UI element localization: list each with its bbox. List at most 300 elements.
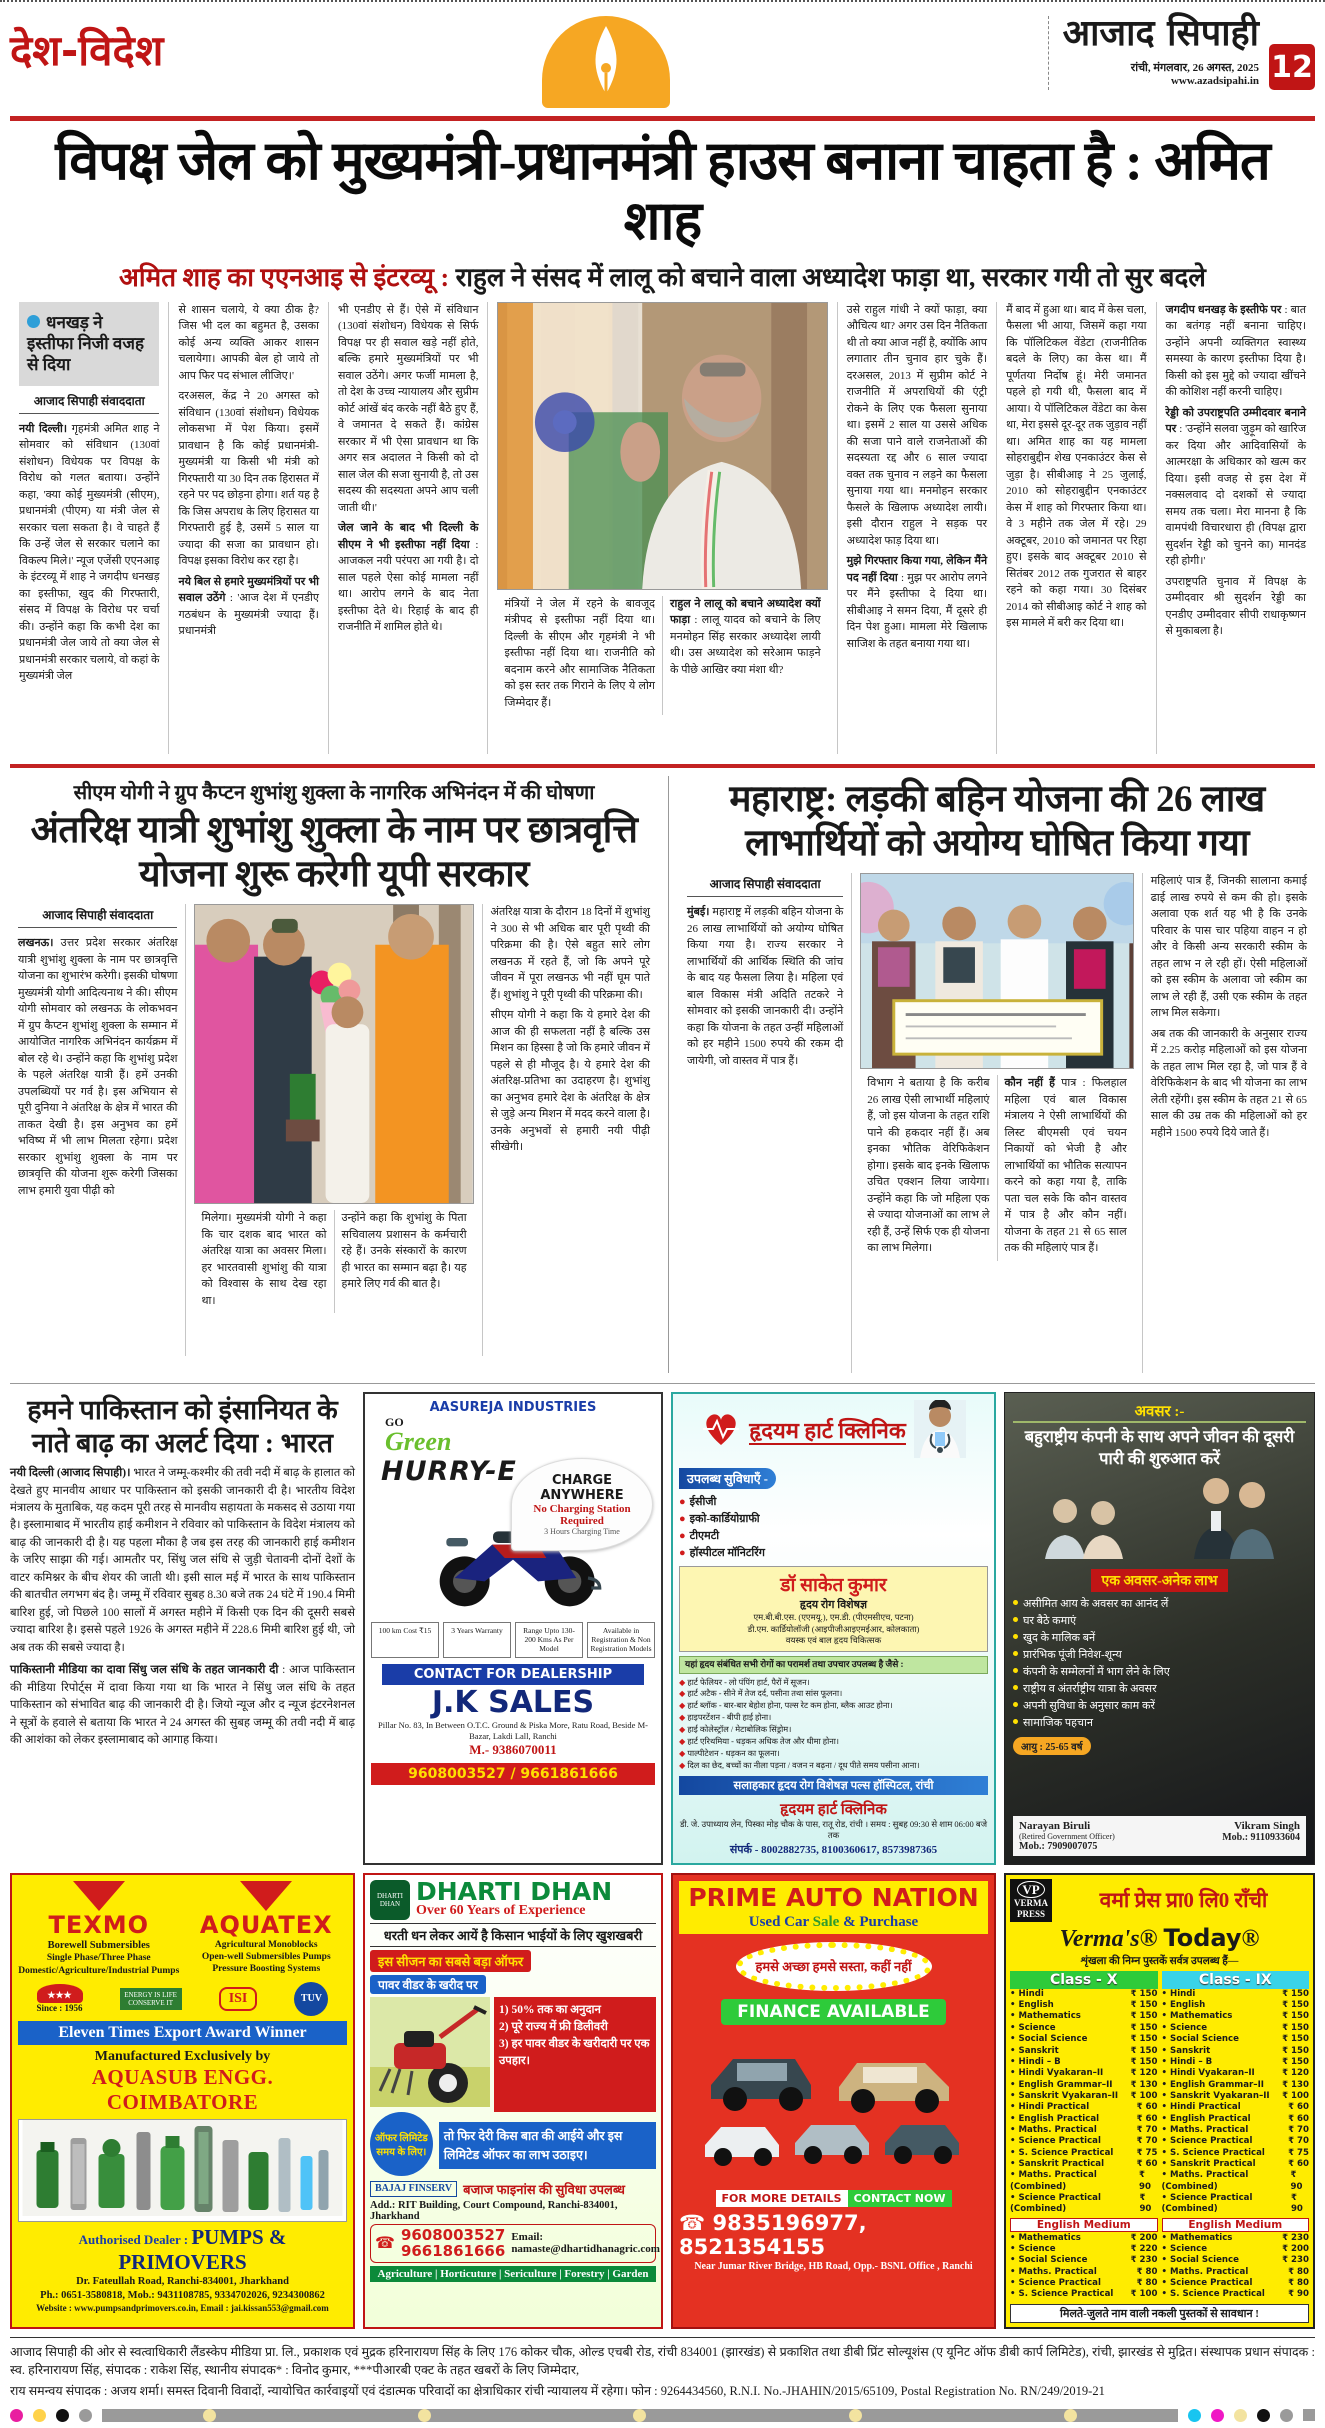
imprint-footer	[10, 2337, 1315, 2401]
column-text	[687, 904, 843, 1069]
article-column	[328, 302, 487, 754]
paragraph: नये बिल से हमारे मुख्यमंत्रियों पर भी सवाल उठेंगे : 'आज देश में एनडीए गठबंधन के मुख्यमंत्री ज्यादा हैं। प्रधानमंत्री	[178, 575, 319, 638]
ladki-bahin-cheque-photo	[860, 873, 1133, 1069]
story-columns	[10, 904, 658, 1356]
class-ix-book-list	[1162, 1989, 1310, 2216]
registration-bar	[102, 2409, 1178, 2422]
book-row: • Hindi ₹ 150	[1010, 1989, 1158, 2000]
book-row: • Hindi – B ₹ 150	[1010, 2057, 1158, 2068]
career-contacts	[1013, 1816, 1306, 1856]
season-offer-flag: इस सीजन का सबसे बड़ा ऑफर	[370, 1950, 531, 1972]
story-body	[10, 1465, 355, 1750]
website-url: www.azadsipahi.in	[1170, 75, 1259, 87]
book-row: • Mathematics ₹ 150	[1010, 2011, 1158, 2022]
clinic-name-footer: हृदयम हार्ट क्लिनिक	[780, 1801, 887, 1818]
class-x-book-list	[1010, 1989, 1158, 2216]
book-row: • Science Practical (Combined) ₹ 90	[1162, 2193, 1310, 2216]
book-row: • Sanskrit Vyakaran–II ₹ 100	[1162, 2091, 1310, 2102]
bullet-icon	[1013, 1719, 1018, 1724]
paragraph: कौन नहीं हैं पात्र : फिलहाल महिला एवं बाल विकास मंत्रालय ने ऐसी लाभार्थियों की लिस्ट बीएमसी एवं चयन निकायों को भेजी है और लाभार्थियों का भौतिक सत्यापन करने को कहा गया है, ताकि पता चल सके कि कौन वास्तव में पात्र है और कौन नहीं। योजना के तहत 21 से 65 साल तक की महिलाएं पात्र हैं।	[1004, 1077, 1127, 1255]
prime-phones: ☎ 9835196977, 8521354155	[679, 2211, 867, 2260]
paragraph: दरअसल, केंद्र ने 20 अगस्त को संविधान (130वां संशोधन) विधेयक लोकसभा में पेश किया। इसमें प्रावधान है कि कोई प्रधानमंत्री-मुख्यमंत्री या किसी भी मंत्री को गिरफ्तारी या 30 दिन तक हिरासत में रहने पर पद छोड़ना होगा। शर्त यह है कि जिस अपराध के लिए हिरासत या गिरफ्तारी हुई है, उसमें 5 साल या ज्यादा की सजा का प्रावधान हो। विपक्ष इसका विरोध कर रहा है।	[178, 390, 319, 568]
contact-now-label: CONTACT NOW	[848, 2190, 952, 2207]
dharti-dhan-name: DHARTI DHAN	[416, 1876, 613, 1906]
contact-mobile: Mob.: 7909007075	[1019, 1840, 1098, 1852]
facility-item: ● इको-कार्डियोग्राफी	[679, 1513, 760, 1526]
pumps-image	[18, 2119, 347, 2222]
paragraph: भी एनडीए से हैं। ऐसे में संविधान (130वां संशोधन) विधेयक से सिर्फ विपक्ष पर ही सवाल खड़े नहीं होते, बल्कि हमारे मुख्यमंत्रियों पर भी सवाल उठेंगे। अगर फर्जी मामला है, तो देश के उच्च न्यायालय और सुप्रीम कोर्ट आंखें बंद करके नहीं बैठे हुए हैं, वे जमानत दे सकते हैं। कांग्रेस सरकार में भी ऐसा प्रावधान था कि अगर सत्र अदालत ने किसी को दो साल जेल की सजा सुनायी है, तो उस सदस्य की सदस्यता अपने आप चली जाती थी।'	[337, 303, 479, 514]
texmo-line: Domestic/Agriculture/Industrial Pumps	[18, 1965, 180, 1976]
paragraph: अंतरिक्ष यात्रा के दौरान 18 दिनों में शुभांशु ने 300 से भी अधिक बार पूरी पृथ्वी की परिक्रमा की है। ऐसे बहुत सारे लोग लखनऊ में रहते हैं, जो कि अपने पूरे जीवन में पूरा लखनऊ भी नहीं घूम पाते हैं। शुभांशु ने पूरी पृथ्वी की परिक्रमा की।	[490, 906, 651, 1001]
book-row: • Hindi Practical ₹ 60	[1162, 2102, 1310, 2113]
color-mark	[203, 2409, 216, 2422]
series-subtitle: शृंखला की निम्न पुस्तकें सर्वत्र उपलब्ध हैं—	[1080, 1955, 1239, 1967]
book-row: • Sanskrit Vyakaran–II ₹ 100	[1010, 2091, 1158, 2102]
contact-name: Vikram Singh	[1234, 1819, 1300, 1832]
jk-sales-address: Pillar No. 83, In Between O.T.C. Ground & Piska More, Ratu Road, Beside M-Bazar, Lakdi Lall, Ranchi	[378, 1719, 648, 1741]
more-details-label: FOR MORE DETAILS	[716, 2190, 848, 2207]
paragraph: विभाग ने बताया है कि करीब 26 लाख ऐसी लाभार्थी महिलाएं हैं, जो इस योजना के तहत राशि पाने की हकदार नहीं हैं। अब इनका भौतिक वेरिफिकेशन होगा। इसके बाद इनके खिलाफ उचित एक्शन लिया जायेगा। उन्होंने कहा कि जो महिला एक से ज्यादा योजनाओं का लाभ ले रही हैं, उन्हें सिर्फ एक ही योजना का लाभ मिलेगा।	[867, 1077, 990, 1255]
article-column	[996, 302, 1155, 754]
under-photo-col	[334, 1210, 474, 1313]
experience-line: Over 60 Years of Experience	[416, 1903, 586, 1919]
column-text	[18, 935, 177, 1199]
bullet-icon	[1013, 1634, 1018, 1639]
book-row: • Science ₹ 150	[1010, 2023, 1158, 2034]
under-photo-col	[194, 1210, 333, 1313]
color-mark	[1188, 2409, 1201, 2422]
age-badge: आयु : 25-65 वर्ष	[1013, 1737, 1091, 1755]
career-opportunity-ad	[1004, 1392, 1315, 1864]
power-weeder-image	[370, 1997, 490, 2112]
book-row: • Maths. Practical ₹ 80	[1162, 2267, 1310, 2278]
benefit-item: राष्ट्रीय व अंतर्राष्ट्रीय यात्रा के अवसर	[1013, 1681, 1306, 1698]
charge-sub: No Charging Station Required	[533, 1503, 631, 1528]
color-mark	[633, 2409, 646, 2422]
column-text	[19, 421, 159, 685]
book-row: • Maths. Practical (Combined) ₹ 90	[1162, 2170, 1310, 2193]
paragraph: मुझे गिरफ्तार किया गया, लेकिन मैंने पद नहीं दिया : मुझ पर आरोप लगने पर मैंने इस्तीफा दे दिया था। सीबीआइ ने समन दिया, मैं दूसरे ही दिन पेश हुआ। मामला मेरे खिलाफ साजिश के तहत बनाया गया था।	[846, 555, 988, 650]
award-band: Eleven Times Export Award Winner	[18, 2021, 347, 2045]
english-medium-header: English Medium	[1010, 2218, 1158, 2232]
book-row: • S. Science Practical ₹ 90	[1162, 2289, 1310, 2300]
story-columns	[679, 873, 1315, 1373]
byline: आजाद सिपाही संवाददाता	[18, 906, 177, 928]
paragraph: मैं बाद में हुआ था। बाद में केस चला, फैसला भी आया, जिसमें कहा गया कि पॉलिटिकल वेंडेटा (राजनीतिक बदले के लिए) का केस था। मैं पूर्णतया निर्दोष हूं। मेरी जमानत पहले हो गयी थी, फैसला बाद में आया। ये पॉलिटिकल वेंडेटा का केस था, मेरा इससे दूर-दूर तक जुड़ाव नहीं था। अमित शाह का यह मामला सोहराबुद्दीन शेख एनकाउंटर केस से जुड़ा है। सीबीआइ ने 25 जुलाई, 2010 को सोहराबुद्दीन एनकाउंटर केस में शाह को गिरफ्तार किया था। वे 3 महीने तक जेल में रहे। 29 अक्टूबर, 2010 को जमानत पर रिहा हुए। इसके बाद अक्टूबर 2010 से सितंबर 2012 तक गुजरात से बाहर रहने को कहा गया। 30 दिसंबर 2014 को सीबीआइ कोर्ट ने शाह को इस मामले में बरी कर दिया था।	[1006, 303, 1147, 630]
masthead-logo	[542, 16, 670, 108]
book-row: • Mathematics ₹ 200	[1010, 2233, 1158, 2244]
class-x-column	[1010, 1971, 1158, 2301]
paragraph: मुंबई। महाराष्ट्र में लड़की बहिन योजना के 26 लाख लाभार्थियों को अयोग्य घोषित किया गया है। राज्य सरकार ने लाभार्थियों की आर्थिक स्थिति की जांच के बाद यह फैसला लिया है। महिला एवं बाल विकास मंत्री अदिति तटकरे ने सोमवार को इसकी जानकारी दी। उन्होंने कहा कि योजना के तहत उन्हीं महिलाओं को हर महीने 1500 रुपये की रकम दी जायेगी, जो वास्तव में पात्र हैं।	[687, 906, 844, 1067]
story-headline: अंतरिक्ष यात्री शुभांशु शुक्ला के नाम पर छात्रवृत्ति योजना शुरू करेगी यूपी सरकार	[30, 809, 638, 895]
dealer-label: Authorised Dealer :	[78, 2231, 189, 2247]
doctor-degree: वयस्क एवं बाल हृदय चिकित्सक	[785, 1635, 882, 1646]
middle-band	[10, 764, 1315, 1373]
book-row: • Social Science ₹ 150	[1162, 2034, 1310, 2045]
condition-item: ◆ पाल्पीटेशन - धड़कन का फूलना।	[679, 1748, 780, 1758]
book-row: • English ₹ 150	[1162, 2000, 1310, 2011]
facility-item: ● टीएमटी	[679, 1530, 720, 1543]
yogi-story	[10, 776, 669, 1373]
under-photo-text	[194, 1210, 473, 1313]
charge-anywhere-badge	[511, 1458, 653, 1551]
lead-subhead-text: राहुल ने संसद में लालू को बचाने वाला अध्यादेश फाड़ा था, सरकार गयी तो सुर बदले	[455, 262, 1206, 292]
charge-time: 3 Hours Charging Time	[544, 1527, 620, 1537]
doctor-name: डॉ साकेत कुमार	[780, 1575, 887, 1597]
english-medium-header: English Medium	[1162, 2218, 1310, 2232]
book-row: • Hindi Vyakaran–II ₹ 120	[1162, 2068, 1310, 2079]
paragraph: मंत्रियों ने जेल में रहने के बावजूद मंत्रीपद से इस्तीफा नहीं दिया था। दिल्ली के सीएम और गृहमंत्री ने भी इस्तीफा नहीं दिया था। राजनीति को बदनाम करने और सामाजिक नैतिकता को इस स्तर तक गिराने के लिए ये लोग जिम्मेदार हैं।	[504, 597, 656, 709]
article-column	[168, 302, 327, 754]
offer-item: 1) 50% तक का अनुदान	[499, 2003, 601, 2016]
clinic-address: डी. जे. उपाध्याय लेन, पिस्का मोड़ चौक के पास, रातू रोड, रांची । समय : सुबह 09:30 से शाम 06:00 बजे तक	[679, 1818, 988, 1841]
dealer-phones: Ph.: 0651-3580818, Mob.: 9431108785, 9334702026, 9234300862	[40, 2290, 325, 2302]
offers-box	[494, 1997, 656, 2112]
bullet-icon	[1013, 1651, 1018, 1656]
dharti-dhan-logo: DHARTI DHAN	[370, 1880, 410, 1920]
book-row: • S. Science Practical ₹ 75	[1010, 2148, 1158, 2159]
benefit-item: खुद के मालिक बनें	[1013, 1630, 1306, 1647]
go-label: GO	[385, 1415, 404, 1430]
paragraph: मिलेगा। मुख्यमंत्री योगी ने कहा कि चार दशक बाद भारत को अंतरिक्ष यात्रा का अवसर मिला। हर भारतवासी शुभांशु की यात्रा को विश्वास के साथ देख रहा था।	[201, 1212, 327, 1307]
page-number: 12	[1269, 44, 1315, 90]
book-row: • S. Science Practical ₹ 75	[1162, 2148, 1310, 2159]
contact-role: (Retired Government Officer)	[1019, 1831, 1115, 1841]
book-row: • English Grammar–II ₹ 130	[1162, 2080, 1310, 2091]
story-kicker: सीएम योगी ने ग्रुप कैप्टन शुभांशु शुक्ला के नागरिक अभिनंदन में की घोषणा	[73, 781, 595, 804]
article-column	[10, 302, 168, 754]
paragraph: उन्होंने कहा कि शुभांशु के पिता सचिवालय प्रशासन के कर्मचारी रहे हैं। उनके संस्कारों के कारण ही भारत का सम्मान बढ़ा है। यह हमारे लिए गर्व की बात है।	[341, 1212, 467, 1291]
lead-subhead-kicker: अमित शाह का एएनआइ से इंटरव्यू :	[119, 262, 450, 292]
benefit-item: घर बैठे कमाएं	[1013, 1613, 1306, 1630]
jk-sales-phones: 9608003527 / 9661861666	[371, 1763, 655, 1785]
avsar-label: अवसर :-	[1134, 1404, 1185, 1421]
under-photo-text	[860, 1075, 1133, 1261]
doctor-photo	[914, 1400, 966, 1463]
story-headline: महाराष्ट्र: लड़की बहिन योजना की 26 लाख लाभार्थियों को अयोग्य घोषित किया गया	[729, 778, 1265, 864]
paragraph: जेल जाने के बाद भी दिल्ली के सीएम ने भी इस्तीफा नहीं दिया : आजकल नयी परंपरा आ गयी है। दो साल पहले ऐसा कोई मामला नहीं था। आरोप लगने के बाद नेता इस्तीफा देते थे। रिहाई के बाद ही राजनीति में शामिल होते थे।	[337, 522, 479, 634]
imprint-line: राय समन्वय संपादक : अजय शर्मा। समस्त दिवानी विवादों, न्यायोचित कार्रवाइयों एवं दंडात्मक परिवादों का क्षेत्राधिकार रांची न्यायालय में रहेगा। फोन : 9264434560, R.N.I. No.-JHAHIN/2015/65109, Postal Registration No. RN/249/2019-21	[10, 2384, 1105, 2399]
highlight-box-text: धनखड़ ने इस्तीफा निजी वजह से दिया	[27, 312, 145, 375]
under-photo-col	[860, 1075, 996, 1261]
paragraph: जगदीप धनखड़ के इस्तीफे पर : बात का बतंगड़ नहीं बनाना चाहिए। उन्होंने अपनी व्यक्तिगत स्वास्थ्य समस्या के कारण इस्तीफा दिया है। किसी को इस मुद्दे को ज्यादा खींचने की कोशिश नहीं करनी चाहिए।	[1165, 303, 1307, 399]
book-row: • Science Practical ₹ 70	[1010, 2136, 1158, 2147]
phone-icon: ☎	[375, 2235, 395, 2253]
section-label: देश-विदेश	[10, 26, 164, 75]
dharti-dhan-ad	[363, 1873, 663, 2329]
paragraph: उसे राहुल गांधी ने क्यों फाड़ा, क्या औचित्य था? अगर उस दिन नैतिकता थी तो क्या आज नहीं है, क्योंकि आप लगातार तीन चुनाव हार चुके हैं। दरअसल, 2013 में सुप्रीम कोर्ट ने राजनीति में अपराधियों की एंट्री रोकने के लिए एक फैसला सुनाया था। इसमें 2 साल या उससे अधिक की सजा पाने वाले राजनेताओं की सदस्यता रद्द और 6 साल ज्यादा वक्त तक चुनाव न लड़ने का फैसला सुनाया गया था। मनमोहन सरकार फैसले के खिलाफ अध्यादेश लायी। इसी दौरान राहुल ने सड़क पर अध्यादेश फाड़ दिया था।	[846, 303, 988, 547]
mfg-line: Manufactured Exclusively by	[94, 2048, 271, 2064]
story-column	[1142, 873, 1315, 1373]
imprint-line: आजाद सिपाही की ओर से स्वत्वाधिकारी लैंडस्केप मीडिया प्रा. लि., प्रकाशक एवं मुद्रक हरिनारायण सिंह के लिए 176 कोकर चौक, ओल्ड एचबी रोड, रांची 834001 (झारखंड) से प्रकाशित तथा डीबी प्रिंट सोल्यूशंस (ए यूनिट ऑफ डीबी कार्प लिमिटेड), रांची, झारखंड से मुद्रित। संस्थापक प्रधान संपादक : स्व. हरिनारायण सिंह, संपादक : राकेश सिंह, स्थानीय संपादक* : विनोद कुमार, ***पीआरबी एक्ट के तहत खबरों के लिए जिम्मेदार,	[10, 2344, 1315, 2378]
offer-item: 2) पूरे राज्य में फ्री डिलीवरी	[499, 2020, 608, 2033]
bullet-icon	[1013, 1668, 1018, 1673]
bullet-icon	[1013, 1617, 1018, 1622]
book-row: • Social Science ₹ 230	[1010, 2255, 1158, 2266]
aquatex-block	[186, 1881, 348, 1977]
facility-list	[679, 1494, 988, 1562]
color-mark	[1257, 2409, 1270, 2422]
color-mark	[1234, 2409, 1247, 2422]
class-x-header: Class - X	[1010, 1971, 1158, 1989]
header-rule	[10, 116, 1315, 121]
lead-subhead	[10, 258, 1315, 294]
article-photo-column	[487, 302, 836, 754]
aquatex-logo-icon	[240, 1881, 292, 1911]
lead-article-columns	[10, 302, 1315, 754]
color-mark	[1211, 2409, 1224, 2422]
book-row: • Maths. Practical (Combined) ₹ 90	[1010, 2170, 1158, 2193]
book-row: • English Practical ₹ 60	[1010, 2114, 1158, 2125]
hurry-e-bike-ad	[363, 1392, 663, 1864]
dharti-email: namaste@dhartidhanagric.com	[511, 2243, 660, 2256]
contact-person	[1019, 1820, 1115, 1852]
bullet-icon	[1013, 1702, 1018, 1707]
color-mark	[1280, 2409, 1293, 2422]
kisan-line: धरती धन लेकर आयें है किसान भाईयों के लिए खुशखबरी	[370, 1923, 656, 1947]
paragraph: अब तक की जानकारी के अनुसार राज्य में 2.25 करोड़ महिलाओं को इस योजना के तहत लाभ मिल रहा है, जो पात्र हैं वे वेरिफिकेशन के बाद भी योजना का लाभ लेती रहेंगी। इस स्कीम के तहत 21 से 65 साल की उम्र तक की महिलाओं को हर महीने 1500 रुपये दिये जाते हैं।	[1150, 1027, 1307, 1139]
dharti-phone: 9661861666	[400, 2242, 506, 2261]
paragraph: सीएम योगी ने कहा कि ये हमारे देश की आज की ही सफलता नहीं है बल्कि उस मिशन का हिस्सा है जो कि हमारे जीवन में पहले से ही मौजूद है। ये हमारे देश की अंतरिक्ष-प्रतिभा का उदाहरण है। शुभांशु का अनुभव हमारे देश के अंतरिक्ष के क्षेत्र से जुड़े अन्य मिशन में मदद करने वाला है। उनके अनुभवों से हमारी नयी पीढ़ी सीखेगी।	[490, 1009, 651, 1154]
print-registration-marks	[10, 2409, 1315, 2422]
book-row: • Hindi ₹ 150	[1162, 1989, 1310, 2000]
verma-press-ad	[1004, 1873, 1315, 2329]
paragraph: रेड्डी को उपराष्ट्रपति उम्मीदवार बनाने पर : 'उन्होंने सलवा जुड़ूम को खारिज कर दिया और आदिवासियों के आत्मरक्षा के अधिकार को खत्म कर दिया। इसी वजह से इस देश में नक्सलवाद दो दशकों से ज्यादा समय तक चला। मेरा मानना है कि वामपंथी विचारधारा ही (विपक्ष द्वारा सुदर्शन रेड्डी को चुनने का) मानदंड रही होगी।'	[1165, 406, 1307, 568]
dealer-address: Dr. Fateullah Road, Ranchi-834001, Jharkhand	[76, 2275, 289, 2287]
clinic-contact: संपर्क - 8002882735, 8100360617, 8573987365	[729, 1843, 938, 1856]
jk-sales-mobile: M.- 9386070011	[469, 1741, 557, 1757]
texmo-line: Borewell Submersibles	[47, 1939, 150, 1951]
book-row: • Sanskrit ₹ 150	[1162, 2046, 1310, 2057]
vermas-today-brand: Verma's® Today®	[1059, 1923, 1260, 1952]
book-row: • Social Science ₹ 150	[1010, 2034, 1158, 2045]
pakistan-story	[10, 1392, 355, 1864]
book-row: • Sanskrit ₹ 150	[1010, 2046, 1158, 2057]
tagline-burst: हमसे अच्छा हमसे सस्ता, कहीं नहीं	[736, 1942, 932, 1992]
paragraph: नयी दिल्ली। गृहमंत्री अमित शाह ने सोमवार को संविधान (130वां संशोधन) विधेयक पर विपक्ष के विरोध को गलत बताया। उन्होंने कहा, 'क्या कोई मुख्यमंत्री (सीएम), प्रधानमंत्री (पीएम) या मंत्री जेल से सरकार चला सकता है। वे चाहते हैं कि उन्हें जेल से सरकार चलाने का विकल्प मिले।' न्यूज एजेंसी एएनआइ के इंटरव्यू में शाह ने जगदीप धनखड़ का इस्तीफा, खुद की गिरफ्तारी, संसद में विपक्ष के विरोध पर चर्चा की। उन्होंने कहा कि कभी देश का प्रधानमंत्री जेल जाये तो क्या जेल से प्रधानमंत्री सरकार चलाये, वो कहां के मुख्यमंत्री जेल	[19, 422, 160, 683]
email-label: Email:	[511, 2231, 544, 2244]
contact-name: Narayan Biruli	[1019, 1819, 1091, 1832]
book-row: • Mathematics ₹ 230	[1162, 2233, 1310, 2244]
condition-item: ◆ हार्ट फेलियर - लो पंपिंग हार्ट, पैरों में सूजन।	[679, 1677, 810, 1687]
condition-item: ◆ हाइपरटेंशन - बीपी हाई होना।	[679, 1713, 772, 1723]
career-headline: बहुराष्ट्रीय कंपनी के साथ अपने जीवन की दूसरी पारी की शुरुआत करें	[1013, 1421, 1306, 1469]
facilities-band: उपलब्ध सुविधाएँ -	[679, 1468, 776, 1489]
facility-item: ● ईसीजी	[679, 1496, 717, 1509]
article-column	[1156, 302, 1315, 754]
contact-mobile: Mob.: 9110933604	[1222, 1831, 1300, 1843]
book-row: • S. Science Practical ₹ 100	[1010, 2289, 1158, 2300]
prime-auto-ad	[671, 1873, 996, 2329]
class-ix-em-list	[1162, 2233, 1310, 2301]
condition-item: ◆ हार्ट ब्लॉक - बार-बार बेहोश होना, पल्स रेट कम होना, ब्लैक आउट होना।	[679, 1701, 893, 1711]
heart-ecg-icon	[701, 1411, 741, 1452]
texmo-block	[18, 1881, 180, 1977]
bike-model-name: HURRY-E	[381, 1455, 517, 1487]
book-row: • English Practical ₹ 60	[1162, 2114, 1310, 2125]
doctor-degree: डी.एम. कार्डियोलॉजी (आइपीजीआइएमईआर, कोलकाता)	[747, 1623, 920, 1634]
book-row: • Science Practical (Combined) ₹ 90	[1010, 2193, 1158, 2216]
bike-feature-chips	[371, 1622, 655, 1658]
paper-name: आजाद सिपाही	[1062, 13, 1259, 54]
condition-item: ◆ हाई कोलेस्ट्रॉल / मेटाबोलिक सिंड्रोम।	[679, 1725, 792, 1735]
masthead	[1048, 13, 1315, 90]
clinic-title: हृदयम हार्ट क्लिनिक	[749, 1418, 906, 1445]
color-mark	[849, 2409, 862, 2422]
under-photo-col	[997, 1075, 1134, 1261]
feature-chip: Range Upto 130-200 Kms As Per Model	[515, 1622, 583, 1658]
highlight-box	[19, 302, 159, 386]
energy-badge: ENERGY IS LIFE CONSERVE IT	[120, 1988, 182, 2011]
maharashtra-story	[669, 776, 1315, 1373]
since-label: Since : 1956	[36, 2003, 83, 2014]
story-headline: हमने पाकिस्तान को इंसानियत के नाते बाढ़ का अलर्ट दिया : भारत	[27, 1395, 338, 1458]
benefits-list	[1013, 1596, 1306, 1732]
feature-chip: Available in Registration & Non Registration Models	[587, 1622, 655, 1658]
story-column	[679, 873, 851, 1373]
color-mark	[33, 2409, 46, 2422]
heart-clinic-ad	[671, 1392, 996, 1864]
book-row: • Science ₹ 220	[1010, 2244, 1158, 2255]
press-name: वर्मा प्रेस प्रा0 लि0 राँची	[1099, 1888, 1268, 1913]
tuv-mark: TUV	[294, 1982, 328, 2016]
dharti-address: Add.: RIT Building, Court Compound, Ranchi-834001, Jharkhand	[370, 2199, 618, 2222]
consultant-band: सलाहकार हृदय रोग विशेषज्ञ पल्स हॉस्पिटल, रांची	[679, 1776, 988, 1795]
paragraph: राहुल ने लालू को बचाने अध्यादेश क्यों फाड़ा : लालू यादव को बचाने के लिए मनमोहन सिंह सरकार अध्यादेश लायी थी। उस अध्यादेश को सरेआम फाड़ने के पीछे आखिर क्या मंशा थी?	[670, 597, 821, 676]
used-cars-image	[699, 2029, 969, 2184]
color-mark	[418, 2409, 431, 2422]
story-photo-column	[185, 904, 481, 1356]
story-column	[482, 904, 658, 1356]
aquatex-line: Pressure Boosting Systems	[212, 1964, 321, 1975]
cta-box: तो फिर देरी किस बात की आईये और इस लिमिटेड ऑफर का लाभ उठाइए।	[439, 2122, 656, 2168]
verma-press-logo: VP VERMA PRESS	[1010, 1879, 1052, 1922]
texmo-logo-icon	[73, 1881, 125, 1911]
condition-item: ◆ दिल का छेद, बच्चों का नीला पड़ना / वजन न बढ़ना / दूध पीते समय पसीना आना।	[679, 1760, 920, 1770]
contact-person	[1222, 1820, 1300, 1852]
mfg-name: AQUASUB ENGG. COIMBATORE	[91, 2064, 274, 2114]
book-row: • Hindi – B ₹ 150	[1162, 2057, 1310, 2068]
dharti-phone: 9608003527	[400, 2225, 506, 2244]
prime-address: Near Jumar River Bridge, HB Road, Opp.- BSNL Office , Ranchi	[694, 2261, 973, 2273]
pen-nib-icon	[579, 24, 633, 101]
bottom-row-1	[10, 1383, 1315, 1864]
condition-item: ◆ हार्ट अटैक - सीने में तेज दर्द, पसीना तथा सांस फूलना।	[679, 1689, 843, 1699]
bullet-icon	[1013, 1600, 1018, 1605]
career-people-photo	[1013, 1475, 1306, 1559]
book-row: • Science Practical ₹ 80	[1010, 2278, 1158, 2289]
benefit-item: कंपनी के सम्मेलनों में भाग लेने के लिए	[1013, 1664, 1306, 1681]
dealer-name: PUMPS & PRIMOVERS	[118, 2224, 287, 2274]
class-ix-column	[1162, 1971, 1310, 2301]
treatment-note: यहां हृदय संबंधित सभी रोगों का परामर्श तथा उपचार उपलब्ध है जैसे :	[679, 1656, 988, 1674]
book-row: • English ₹ 150	[1010, 2000, 1158, 2011]
benefit-item: सामाजिक पहचान	[1013, 1715, 1306, 1732]
benefit-item: प्रारंभिक पूंजी निवेश-शून्य	[1013, 1647, 1306, 1664]
book-row: • Sanskrit Practical ₹ 60	[1010, 2159, 1158, 2170]
book-row: • Social Science ₹ 230	[1162, 2255, 1310, 2266]
book-row: • Maths. Practical ₹ 80	[1010, 2267, 1158, 2278]
color-mark	[10, 2409, 23, 2422]
book-row: • Sanskrit Practical ₹ 60	[1162, 2159, 1310, 2170]
aquatex-line: Open-well Submersibles Pumps	[201, 1951, 331, 1962]
benefits-ribbon: एक अवसर-अनेक लाभ	[1091, 1569, 1227, 1592]
aasureja-brand: AASUREJA INDUSTRIES	[429, 1400, 597, 1416]
bajaj-finserv-logo: BAJAJ FINSERV	[370, 2181, 457, 2197]
under-photo-col	[662, 596, 828, 716]
paragraph: उपराष्ट्रपति चुनाव में विपक्ष के उम्मीदवार श्री सुदर्शन रेड्डी का एनडीए उम्मीदवार सीपी राधाकृष्णन से मुकाबला है।	[1165, 575, 1307, 638]
benefit-item: अपनी सुविधा के अनुसार काम करें	[1013, 1698, 1306, 1715]
power-weeder-line: पावर वीडर के खरीद पर	[370, 1975, 486, 1994]
bottom-row-2	[10, 1873, 1315, 2329]
since-badge: ★★★	[37, 1984, 83, 2003]
conditions-list	[679, 1677, 988, 1772]
book-row: • Hindi Vyakaran–II ₹ 120	[1010, 2068, 1158, 2079]
certification-badges	[18, 1982, 347, 2016]
texmo-pumps-ad	[10, 1873, 355, 2329]
jk-sales-name: J.K SALES	[431, 1684, 595, 1720]
book-row: • Science Practical ₹ 70	[1162, 2136, 1310, 2147]
charge-title: CHARGE ANYWHERE	[540, 1473, 624, 1504]
lead-headline: विपक्ष जेल को मुख्यमंत्री-प्रधानमंत्री हाउस बनाना चाहता है : अमित शाह	[55, 131, 1270, 252]
green-label: Green	[385, 1427, 452, 1457]
feature-chip: 3 Years Warranty	[443, 1622, 511, 1658]
amit-shah-photo	[497, 302, 827, 590]
fake-books-warning: मिलते-जुलते नाम वाली नकली पुस्तकों से सावधान !	[1010, 2304, 1309, 2323]
book-row: • Maths. Practical ₹ 70	[1010, 2125, 1158, 2136]
benefit-item: असीमित आय के अवसर का आनंद लें	[1013, 1596, 1306, 1613]
doctor-degree: एम.बी.बी.एस. (एएमयू.), एम.डी. (पीएमसीएच, पटना)	[753, 1612, 914, 1623]
book-row: • Hindi Practical ₹ 60	[1010, 2102, 1158, 2113]
isi-mark: ISI	[219, 1987, 258, 2011]
dealer-web: Website : www.pumpsandprimovers.co.in, Email : jai.kissan553@gmail.com	[36, 2303, 329, 2314]
book-row: • Science Practical ₹ 80	[1162, 2278, 1310, 2289]
book-row: • Science ₹ 200	[1162, 2244, 1310, 2255]
prime-subtitle: Used Car Sale & Purchase	[679, 1914, 988, 1934]
prime-name: PRIME AUTO NATION	[679, 1881, 988, 1914]
class-ix-header: Class - IX	[1162, 1971, 1310, 1989]
book-row: • Science ₹ 150	[1162, 2023, 1310, 2034]
under-photo-text	[497, 596, 827, 716]
facility-item: ● हॉस्पीटल मॉनिटरिंग	[679, 1547, 765, 1560]
paragraph: से शासन चलाये, ये क्या ठीक है? जिस भी दल का बहुमत है, उसका कोई अन्य व्यक्ति आकर शासन चलायेगा। आपकी बेल हो जाये तो आप फिर पद संभाल लीजिए।'	[178, 303, 319, 382]
finance-available-band: FINANCE AVAILABLE	[721, 1999, 945, 2025]
book-row: • Maths. Practical ₹ 70	[1162, 2125, 1310, 2136]
paragraph: पाकिस्तानी मीडिया का दावा सिंधु जल संधि के तहत जानकारी दी : आज पाकिस्तान की मीडिया रिपोर्ट्स में दावा किया गया था कि भारत ने सिंधु जल संधि के तहत पाकिस्तान को संभावित बाढ़ की जानकारी दी है। जियो न्यूज और द न्यूज इंटरनेशनल ने सूत्रों के हवाले से बताया कि भारत ने 24 अगस्त की सुबह जम्मू की तवी नदी में बाढ़ की आशंका को लेकर इस्लामाबाद को आगाह किया।	[10, 1664, 355, 1747]
byline: आजाद सिपाही संवाददाता	[19, 392, 159, 414]
feature-chip: 100 km Cost ₹15	[371, 1622, 439, 1658]
story-photo-column	[851, 873, 1141, 1373]
bullet-icon	[1013, 1685, 1018, 1690]
bullet-icon	[27, 315, 40, 328]
paragraph: लखनऊ। उत्तर प्रदेश सरकार अंतरिक्ष यात्री शुभांशु शुक्ला के नाम पर छात्रवृत्ति योजना का शुभारंभ करेगी। इसकी घोषणा मुख्यमंत्री योगी आदित्यनाथ ने की। सीएम योगी सोमवार को लखनऊ के लोकभवन में ग्रुप कैप्टन शुभांशु शुक्ला के सम्मान में आयोजित नागरिक अभिनंदन कार्यक्रम में बोल रहे थे। उन्होंने कहा कि शुभांशु प्रदेश के पहले अंतरिक्ष यात्री हैं। हमें उनकी उपलब्धियों पर गर्व है। इस अभियान से पूरी दुनिया ने अंतरिक्ष के क्षेत्र में भारत की ताकत देखी है। इस अनुभव का हमें भविष्य में भी लाभ मिलता रहेगा। प्रदेश सरकार शुभांशु शुक्ला के नाम पर छात्रवृत्ति की योजना शुरू करेगी जिसका लाभ हमारी युवा पीढ़ी को	[18, 937, 178, 1197]
doctor-speciality: हृदय रोग विशेषज्ञ	[799, 1599, 868, 1612]
aquatex-line: Agricultural Monoblocks	[214, 1939, 318, 1950]
story-column	[10, 904, 185, 1356]
dealership-band: CONTACT FOR DEALERSHIP	[382, 1664, 643, 1685]
texmo-name: TEXMO	[48, 1910, 150, 1939]
registration-square	[1303, 2409, 1315, 2421]
book-row: • English Grammar–II ₹ 130	[1010, 2080, 1158, 2091]
page-header	[10, 13, 1315, 112]
doctor-box	[679, 1566, 988, 1651]
color-mark	[79, 2409, 92, 2422]
dharti-tags: Agriculture | Horticuture | Sericulture | Forestry | Garden	[370, 2266, 656, 2282]
article-column	[837, 302, 996, 754]
under-photo-col	[497, 596, 662, 716]
condition-item: ◆ हार्ट एरिथमिया - धड़कन अधिक तेज और धीमा होना।	[679, 1736, 839, 1746]
shubhanshu-felicitation-photo	[194, 904, 473, 1204]
